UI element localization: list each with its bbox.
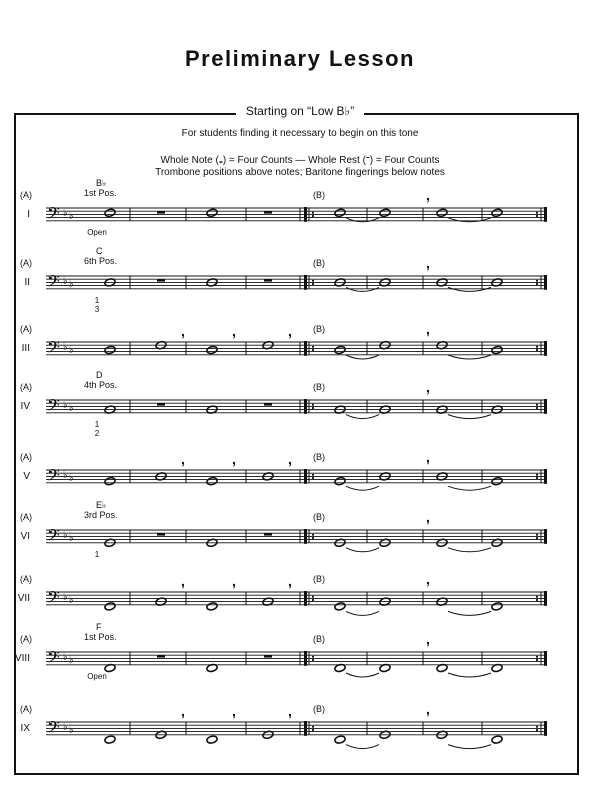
breath-mark: , <box>288 703 292 719</box>
bass-clef-icon: 𝄢 <box>47 273 60 295</box>
row-number: I <box>27 209 30 220</box>
whole-note <box>334 602 346 611</box>
thick-barline <box>304 469 307 484</box>
flat-sign-icon: ♭ <box>69 725 74 736</box>
row-number: V <box>23 471 30 482</box>
tie <box>346 287 379 291</box>
baritone-fingering: Open <box>87 671 107 681</box>
breath-mark: , <box>426 449 430 465</box>
whole-note <box>206 735 218 744</box>
repeat-dot <box>536 534 538 536</box>
legend-line-2: Trombone positions above notes; Baritone fingerings below notes <box>155 167 445 178</box>
whole-note <box>379 208 391 217</box>
repeat-dot <box>536 346 538 348</box>
breath-mark: , <box>232 451 236 467</box>
whole-rest <box>264 279 272 281</box>
breath-mark: , <box>288 451 292 467</box>
flat-sign-icon: ♭ <box>63 400 68 411</box>
section-b-label: (B) <box>313 512 325 522</box>
repeat-dot <box>536 596 538 598</box>
whole-note <box>334 345 346 354</box>
trombone-position: 1st Pos. <box>84 632 117 642</box>
row-number: VI <box>20 531 30 542</box>
baritone-fingering: 1 <box>94 549 100 559</box>
box-heading-text: Starting on “Low B♭” <box>236 104 364 118</box>
flat-sign-icon: ♭ <box>69 533 74 544</box>
thick-barline <box>304 651 307 666</box>
whole-rest <box>157 655 165 657</box>
whole-note <box>491 345 503 354</box>
bass-clef-icon: 𝄢 <box>47 467 60 489</box>
row-number: II <box>24 277 30 288</box>
whole-note <box>334 735 346 744</box>
repeat-dot <box>312 280 314 282</box>
thick-barline <box>304 529 307 544</box>
whole-rest <box>157 211 165 213</box>
bass-clef-icon: 𝄢 <box>47 589 60 611</box>
note-name: B♭ <box>96 178 107 188</box>
repeat-dot <box>536 212 538 214</box>
section-a-label: (A) <box>20 452 32 462</box>
thick-barline <box>544 275 547 290</box>
breath-mark: , <box>181 703 185 719</box>
flat-sign-icon: ♭ <box>63 208 68 219</box>
thick-barline <box>544 651 547 666</box>
tie <box>448 486 491 490</box>
thick-barline <box>544 341 547 356</box>
whole-note <box>104 602 116 611</box>
whole-note <box>104 477 116 486</box>
repeat-dot <box>312 729 314 731</box>
breath-mark: , <box>232 573 236 589</box>
whole-note <box>206 208 218 217</box>
tie <box>448 287 491 291</box>
row-number: III <box>21 343 30 354</box>
note-name: C <box>96 246 103 256</box>
tie <box>346 486 379 490</box>
repeat-dot <box>312 349 314 351</box>
section-a-label: (A) <box>20 704 32 714</box>
bass-clef-icon: 𝄢 <box>47 339 60 361</box>
whole-note <box>104 208 116 217</box>
repeat-dot <box>312 474 314 476</box>
repeat-dot <box>536 729 538 731</box>
breath-mark: , <box>426 571 430 587</box>
baritone-fingering: 1 <box>94 419 100 429</box>
section-a-label: (A) <box>20 258 32 268</box>
section-b-label: (B) <box>313 704 325 714</box>
repeat-dot <box>536 349 538 351</box>
flat-sign-icon: ♭ <box>69 279 74 290</box>
section-b-label: (B) <box>313 190 325 200</box>
row-number: IV <box>20 401 30 412</box>
flat-sign-icon: ♭ <box>63 276 68 287</box>
section-a-label: (A) <box>20 574 32 584</box>
whole-note <box>104 735 116 744</box>
thick-barline <box>304 341 307 356</box>
page-title: Preliminary Lesson <box>185 46 415 71</box>
thick-barline <box>544 591 547 606</box>
baritone-fingering: 1 <box>94 295 100 305</box>
repeat-dot <box>312 659 314 661</box>
thick-barline <box>544 721 547 736</box>
section-a-label: (A) <box>20 382 32 392</box>
flat-sign-icon: ♭ <box>69 403 74 414</box>
trombone-position: 1st Pos. <box>84 188 117 198</box>
breath-mark: , <box>232 323 236 339</box>
whole-rest <box>264 403 272 405</box>
breath-mark: , <box>426 321 430 337</box>
repeat-dot <box>312 534 314 536</box>
note-name: F <box>96 622 102 632</box>
breath-mark: , <box>426 631 430 647</box>
section-a-label: (A) <box>20 190 32 200</box>
thick-barline <box>544 469 547 484</box>
whole-note <box>206 345 218 354</box>
box-subtitle: For students finding it necessary to begin on this tone <box>181 128 419 139</box>
trombone-position: 4th Pos. <box>84 380 118 390</box>
whole-rest <box>264 533 272 535</box>
baritone-fingering: 3 <box>94 304 100 314</box>
section-a-label: (A) <box>20 324 32 334</box>
repeat-dot <box>312 537 314 539</box>
row-number: IX <box>20 723 30 734</box>
tie <box>448 415 491 419</box>
section-b-label: (B) <box>313 634 325 644</box>
trombone-position: 6th Pos. <box>84 256 118 266</box>
repeat-dot <box>536 404 538 406</box>
repeat-dot <box>312 596 314 598</box>
thick-barline <box>304 591 307 606</box>
tie <box>448 548 491 552</box>
whole-rest <box>157 403 165 405</box>
section-a-label: (A) <box>20 512 32 522</box>
repeat-dot <box>536 283 538 285</box>
whole-note <box>334 208 346 217</box>
whole-note <box>206 477 218 486</box>
breath-mark: , <box>181 451 185 467</box>
section-a-label: (A) <box>20 634 32 644</box>
repeat-dot <box>312 215 314 217</box>
flat-sign-icon: ♭ <box>63 592 68 603</box>
section-b-label: (B) <box>313 324 325 334</box>
tie <box>346 745 379 749</box>
baritone-fingering: Open <box>87 227 107 237</box>
repeat-dot <box>536 726 538 728</box>
section-b-label: (B) <box>313 382 325 392</box>
thick-barline <box>304 207 307 222</box>
breath-mark: , <box>426 701 430 717</box>
repeat-dot <box>312 212 314 214</box>
thick-barline <box>304 275 307 290</box>
whole-note <box>436 208 448 217</box>
repeat-dot <box>536 215 538 217</box>
whole-rest <box>157 279 165 281</box>
bass-clef-icon: 𝄢 <box>47 719 60 741</box>
flat-sign-icon: ♭ <box>69 655 74 666</box>
breath-mark: , <box>426 255 430 271</box>
flat-sign-icon: ♭ <box>69 345 74 356</box>
thick-barline <box>304 721 307 736</box>
bass-clef-icon: 𝄢 <box>47 397 60 419</box>
breath-mark: , <box>288 573 292 589</box>
repeat-dot <box>536 474 538 476</box>
trombone-position: 3rd Pos. <box>84 510 118 520</box>
breath-mark: , <box>288 323 292 339</box>
repeat-dot <box>312 346 314 348</box>
whole-note <box>491 735 503 744</box>
repeat-dot <box>312 407 314 409</box>
flat-sign-icon: ♭ <box>69 595 74 606</box>
row-number: VIII <box>14 653 30 664</box>
note-name: D <box>96 370 103 380</box>
note-name: E♭ <box>96 500 107 510</box>
tie <box>346 611 379 615</box>
repeat-dot <box>312 477 314 479</box>
thick-barline <box>544 529 547 544</box>
tie <box>346 548 379 552</box>
repeat-dot <box>536 656 538 658</box>
section-b-label: (B) <box>313 258 325 268</box>
tie <box>346 673 379 677</box>
tie <box>448 355 491 359</box>
flat-sign-icon: ♭ <box>63 722 68 733</box>
whole-note <box>104 345 116 354</box>
whole-note <box>206 602 218 611</box>
legend-line-1: Whole Note (𝅝) = Four Counts — Whole Rest (𝄻) = Four Counts <box>160 155 440 166</box>
tie <box>448 611 491 615</box>
tie <box>448 673 491 677</box>
bass-clef-icon: 𝄢 <box>47 527 60 549</box>
tie <box>346 415 379 419</box>
bass-clef-icon: 𝄢 <box>47 649 60 671</box>
whole-rest <box>264 655 272 657</box>
repeat-dot <box>536 477 538 479</box>
section-b-label: (B) <box>313 452 325 462</box>
baritone-fingering: 2 <box>94 428 100 438</box>
whole-rest <box>157 533 165 535</box>
whole-rest <box>264 211 272 213</box>
thick-barline <box>544 399 547 414</box>
flat-sign-icon: ♭ <box>63 530 68 541</box>
tie <box>346 355 379 359</box>
repeat-dot <box>536 599 538 601</box>
breath-mark: , <box>426 187 430 203</box>
repeat-dot <box>536 407 538 409</box>
thick-barline <box>304 399 307 414</box>
repeat-dot <box>312 656 314 658</box>
flat-sign-icon: ♭ <box>69 473 74 484</box>
row-number: VII <box>17 593 30 604</box>
breath-mark: , <box>181 573 185 589</box>
bass-clef-icon: 𝄢 <box>47 205 60 227</box>
breath-mark: , <box>426 379 430 395</box>
repeat-dot <box>312 404 314 406</box>
whole-note <box>491 208 503 217</box>
repeat-dot <box>312 599 314 601</box>
whole-note <box>491 602 503 611</box>
breath-mark: , <box>181 323 185 339</box>
repeat-dot <box>536 659 538 661</box>
breath-mark: , <box>232 703 236 719</box>
repeat-dot <box>536 537 538 539</box>
flat-sign-icon: ♭ <box>69 211 74 222</box>
section-b-label: (B) <box>313 574 325 584</box>
flat-sign-icon: ♭ <box>63 470 68 481</box>
flat-sign-icon: ♭ <box>63 342 68 353</box>
tie <box>448 745 491 749</box>
repeat-dot <box>312 283 314 285</box>
thick-barline <box>544 207 547 222</box>
repeat-dot <box>312 726 314 728</box>
breath-mark: , <box>426 509 430 525</box>
whole-note <box>491 477 503 486</box>
flat-sign-icon: ♭ <box>63 652 68 663</box>
repeat-dot <box>536 280 538 282</box>
whole-note <box>334 477 346 486</box>
